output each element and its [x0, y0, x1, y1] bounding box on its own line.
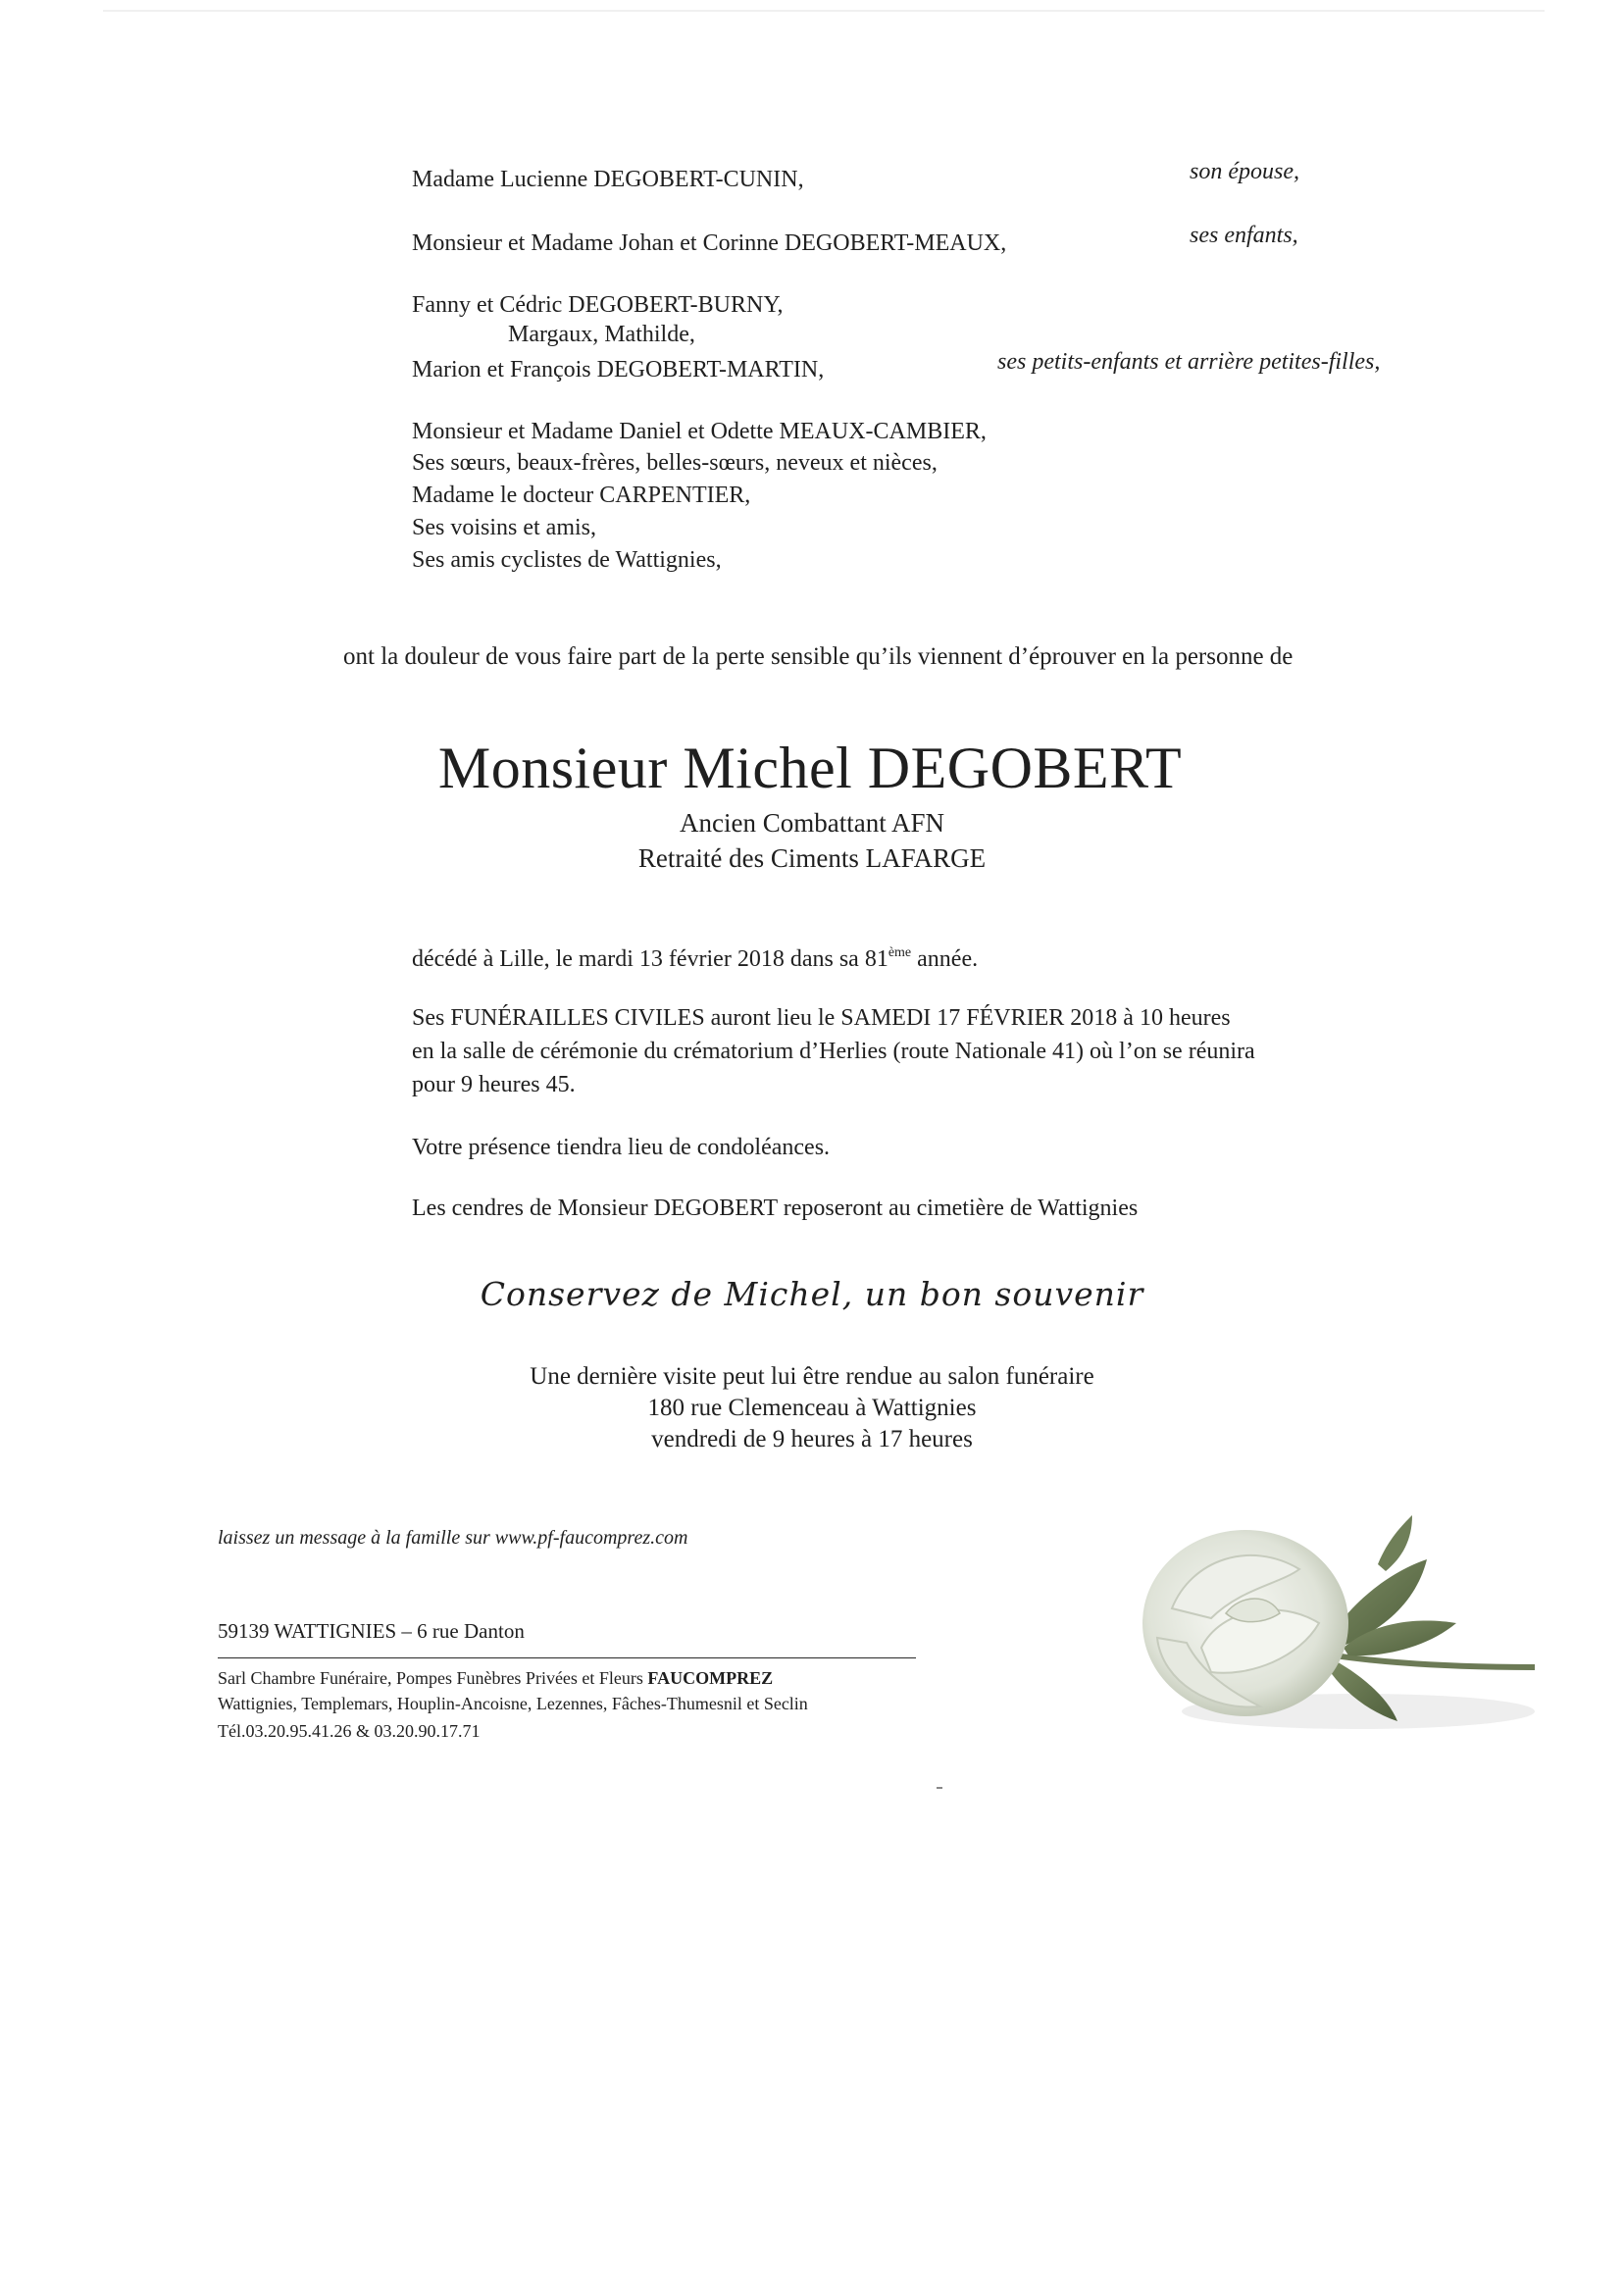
funeral-line-1: Ses FUNÉRAILLES CIVILES auront lieu le SAMEDI 17 FÉVRIER 2018 à 10 heures: [412, 1005, 1231, 1031]
deceased-name: Monsieur Michel DEGOBERT: [437, 736, 1183, 800]
footer-address: 59139 WATTIGNIES – 6 rue Danton: [218, 1619, 525, 1643]
family-line-neighbors: Ses voisins et amis,: [412, 515, 597, 540]
white-rose-icon: [1133, 1501, 1545, 1746]
memory-line: Conservez de Michel, un bon souvenir: [480, 1275, 1144, 1313]
role-children: ses enfants,: [1190, 223, 1298, 248]
announcement-text: ont la douleur de vous faire part de la perte sensible qu’ils viennent d’éprouver en la personne de: [343, 643, 1294, 670]
ashes-text: Les cendres de Monsieur DEGOBERT reposeront au cimetière de Wattignies: [412, 1196, 1139, 1221]
footer-company-prefix: Sarl Chambre Funéraire, Pompes Funèbres Privées et Fleurs: [218, 1668, 648, 1688]
footer-locations: Wattignies, Templemars, Houplin-Ancoisne, Lezennes, Fâches-Thumesnil et Seclin: [218, 1694, 808, 1713]
family-line-children: Monsieur et Madame Johan et Corinne DEGOBERT-MEAUX,: [412, 230, 1007, 256]
family-line-grandchild-1: Fanny et Cédric DEGOBERT-BURNY,: [412, 292, 784, 318]
scan-mark: [937, 1787, 942, 1789]
death-notice-ordinal: ème: [888, 945, 912, 960]
funeral-line-3: pour 9 heures 45.: [412, 1072, 576, 1097]
family-line-doctor: Madame le docteur CARPENTIER,: [412, 483, 751, 508]
footer-divider: [218, 1657, 916, 1658]
family-line-grandchild-2: Marion et François DEGOBERT-MARTIN,: [412, 357, 825, 382]
family-line-inlaws: Monsieur et Madame Daniel et Odette MEAUX-CAMBIER,: [412, 419, 987, 444]
visit-line-3: vendredi de 9 heures à 17 heures: [651, 1426, 973, 1452]
visit-line-1: Une dernière visite peut lui être rendue au salon funéraire: [530, 1363, 1094, 1390]
death-notice-end: année.: [911, 946, 979, 972]
footer-company-name: FAUCOMPREZ: [647, 1668, 774, 1688]
footer-company: [218, 1665, 773, 1691]
condolences-text: Votre présence tiendra lieu de condoléances.: [412, 1135, 831, 1160]
role-grandchildren: ses petits-enfants et arrière petites-filles,: [997, 349, 1381, 375]
role-spouse: son épouse,: [1190, 159, 1299, 184]
death-notice-main: décédé à Lille, le mardi 13 février 2018 dans sa 81: [412, 946, 888, 972]
family-line-siblings: Ses sœurs, beaux-frères, belles-sœurs, neveux et nièces,: [412, 450, 938, 476]
family-line-cyclists: Ses amis cyclistes de Wattignies,: [412, 547, 722, 573]
deceased-title-retired: Retraité des Ciments LAFARGE: [637, 843, 987, 873]
family-line-great-grandchildren: Margaux, Mathilde,: [508, 322, 695, 347]
funeral-line-2: en la salle de cérémonie du crématorium d’Herlies (route Nationale 41) où l’on se réunira: [412, 1039, 1255, 1064]
family-line-spouse: Madame Lucienne DEGOBERT-CUNIN,: [412, 167, 804, 192]
death-notice: [412, 944, 978, 974]
visit-line-2: 180 rue Clemenceau à Wattignies: [647, 1395, 977, 1421]
deceased-title-veteran: Ancien Combattant AFN: [680, 808, 944, 838]
footer-phone: Tél.03.20.95.41.26 & 03.20.90.17.71: [218, 1721, 481, 1741]
footer-message: laissez un message à la famille sur www.pf-faucomprez.com: [218, 1527, 688, 1549]
